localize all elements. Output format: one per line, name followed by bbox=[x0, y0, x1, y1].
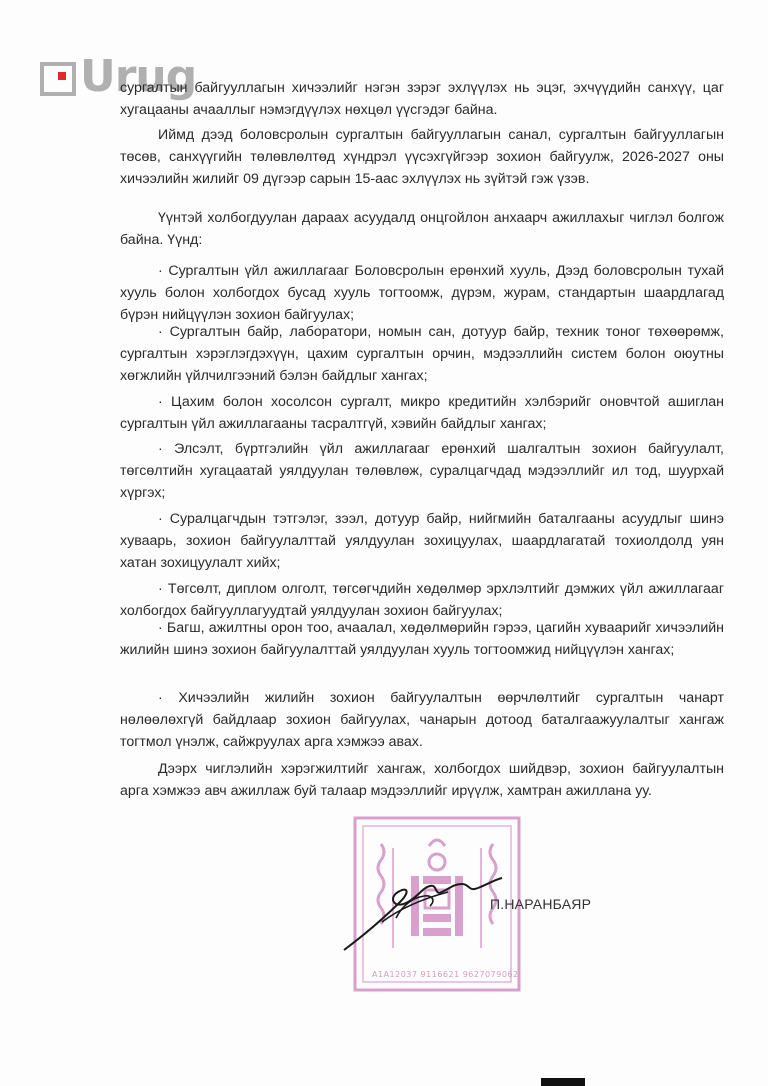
paragraph-intro-list bbox=[120, 207, 724, 251]
paragraph-text: Дээрх чиглэлийн хэрэгжилтийг хангаж, холбогдох шийдвэр, зохион байгуулалтын арга хэмжээ авч ажиллаж буй талаар мэдээллийг ирүүлж, хамтран ажиллана уу. bbox=[120, 761, 724, 799]
paragraph-text: Үүнтэй холбогдуулан дараах асуудалд онцгойлон анхаарч ажиллахыг чиглэл болгож байна. Үүнд: bbox=[120, 210, 724, 248]
logo-text: Urug bbox=[80, 51, 197, 102]
list-item bbox=[120, 260, 724, 326]
list-item bbox=[120, 617, 724, 661]
logo-mark-icon bbox=[40, 62, 76, 96]
list-item bbox=[120, 508, 724, 574]
paragraph-continuation bbox=[120, 77, 724, 121]
list-item bbox=[120, 578, 724, 622]
paragraph-text: сургалтын байгууллагын хичээлийг нэгэн зэрэг эхлүүлэх нь эцэг, эхчүүдийн санхүү, цаг хугацааны ачааллыг нэмэгдүүлэх нөхцөл үүсгэдэг байна. bbox=[120, 80, 724, 118]
list-item-text: · Суралцагчдын тэтгэлэг, зээл, дотуур байр, нийгмийн баталгааны асуудлыг шинэ хуваарь, зохион байгуулалттай уялдуулан зохицуулах, шаардлагатай тохиолдолд уян хатан зохицуулалт хийх; bbox=[120, 511, 724, 571]
signature-icon bbox=[338, 862, 508, 954]
list-item-text: · Сургалтын байр, лаборатори, номын сан, дотуур байр, техник тоног төхөөрөмж, сургалтын хэрэглэгдэхүүн, цахим сургалтын орчин, мэдээллийн систем болон оюутны хөгжлийн үйлчилгээний бэлэн байдлыг хангах; bbox=[120, 324, 724, 384]
list-item bbox=[120, 438, 724, 504]
paragraph-closing bbox=[120, 758, 724, 802]
list-item-text: · Элсэлт, бүртгэлийн үйл ажиллагааг ерөнхий шалгалтын зохион байгуулалт, төгсөлтийн хугацаатай уялдуулан төлөвлөж, суралцагчдад мэдээллийг ил тод, шуурхай хүргэх; bbox=[120, 441, 724, 501]
list-item-text: · Төгсөлт, диплом олголт, төгсөгчдийн хөдөлмөр эрхлэлтийг дэмжих үйл ажиллагааг холбогдох байгууллагуудтай уялдуулан зохион байгуулах; bbox=[120, 581, 724, 619]
signer-name: П.НАРАНБАЯР bbox=[490, 896, 592, 912]
page-footer-mark bbox=[541, 1078, 585, 1086]
stamp-number: Α1Α12037 9116621 9627079062 bbox=[372, 970, 519, 979]
list-item-text: · Сургалтын үйл ажиллагааг Боловсролын ерөнхий хууль, Дээд боловсролын тухай хууль болон холбогдох бусад хууль тогтоомж, дүрэм, журам, стандартын шаардлагад бүрэн нийцүүлэн зохион байгуулах; bbox=[120, 263, 724, 323]
list-item-text: · Цахим болон хосолсон сургалт, микро кредитийн хэлбэрийг оновчтой ашиглан сургалтын үйл ажиллагааны тасралтгүй, хэвийн байдлыг хангах; bbox=[120, 394, 724, 432]
list-item-text: · Хичээлийн жилийн зохион байгуулалтын өөрчлөлтийг сургалтын чанарт нөлөөлөхгүй байдлаар зохион байгуулах, чанарын дотоод баталгаажуулалтыг хангаж тогтмол үнэлж, сайжруулах арга хэмжээ авах. bbox=[120, 690, 724, 750]
paragraph-decision bbox=[120, 124, 724, 190]
paragraph-text: Иймд дээд боловсролын сургалтын байгууллагын санал, сургалтын байгууллагын төсөв, санхүүгийн төлөвлөлтөд хүндрэл үүсэхгүйгээр зохион байгуулж, 2026-2027 оны хичээлийн жилийг 09 дүгээр сарын 15-аас эхлүүлэх нь зүйтэй гэж үзэв. bbox=[120, 127, 724, 187]
list-item bbox=[120, 321, 724, 387]
list-item bbox=[120, 687, 724, 753]
list-item bbox=[120, 391, 724, 435]
list-item-text: · Багш, ажилтны орон тоо, ачаалал, хөдөлмөрийн гэрээ, цагийн хуваарийг хичээлийн жилийн шинэ зохион байгуулалттай уялдуулан хууль тогтоомжид нийцүүлэн хангах; bbox=[120, 620, 724, 658]
